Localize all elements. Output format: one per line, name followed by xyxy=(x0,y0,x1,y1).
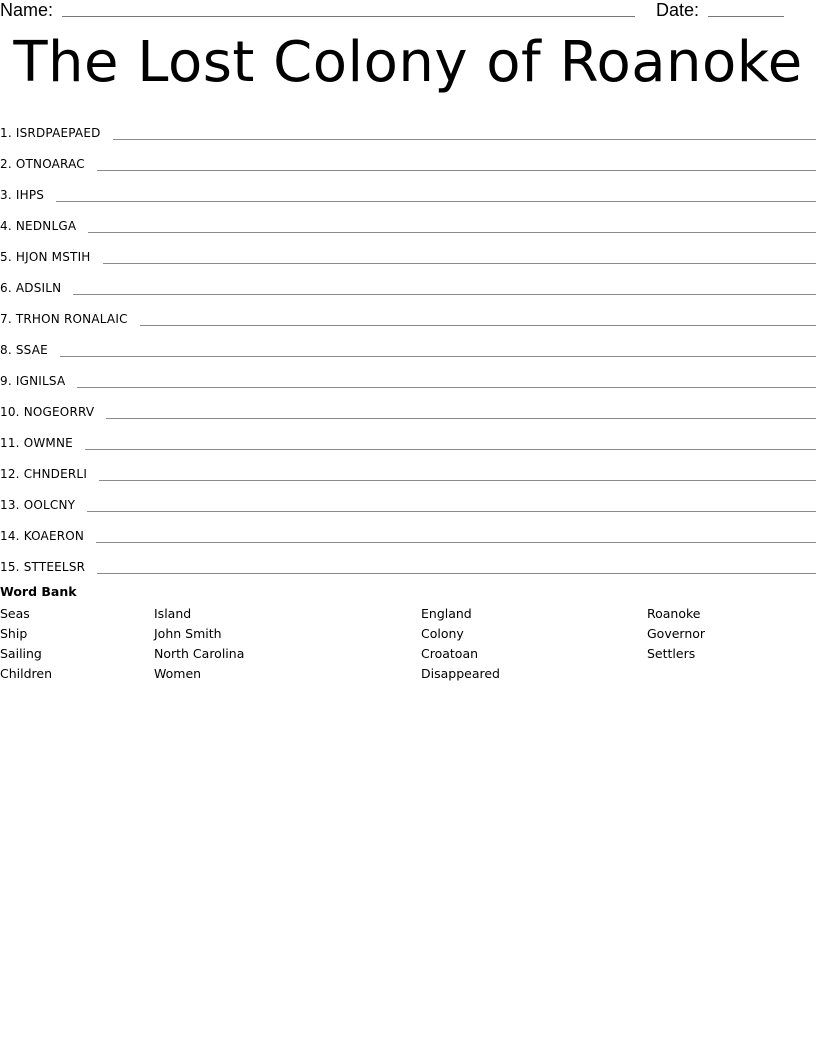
word-bank-column xyxy=(154,604,244,684)
question-text: 8. SSAE xyxy=(0,343,48,357)
question-text: 12. CHNDERLI xyxy=(0,467,88,481)
word-bank-item: Children xyxy=(0,666,53,681)
word-bank-item: John Smith xyxy=(154,626,222,641)
question-text: 1. ISRDPAEPAED xyxy=(0,126,101,140)
answer-line xyxy=(96,542,816,543)
question-row xyxy=(0,360,816,391)
word-bank xyxy=(0,604,816,684)
question-row xyxy=(0,267,816,298)
question-row xyxy=(0,329,816,360)
question-text: 5. HJON MSTIH xyxy=(0,250,91,264)
answer-line xyxy=(56,201,816,202)
answer-line xyxy=(60,356,816,357)
answer-line xyxy=(77,387,816,388)
word-bank-item: Croatoan xyxy=(421,646,479,661)
question-row xyxy=(0,422,816,453)
question-text: 10. NOGEORRV xyxy=(0,405,95,419)
question-text: 3. IHPS xyxy=(0,188,45,202)
question-list xyxy=(0,112,816,577)
word-bank-item: North Carolina xyxy=(154,646,245,661)
question-row xyxy=(0,143,816,174)
word-bank-item: England xyxy=(421,606,472,621)
question-row xyxy=(0,112,816,143)
name-blank-line xyxy=(62,16,635,17)
word-bank-item: Colony xyxy=(421,626,464,641)
question-row xyxy=(0,174,816,205)
word-bank-item: Disappeared xyxy=(421,666,500,681)
question-row xyxy=(0,453,816,484)
question-row xyxy=(0,236,816,267)
answer-line xyxy=(73,294,816,295)
answer-line xyxy=(140,325,816,326)
question-text: 11. OWMNE xyxy=(0,436,73,450)
question-row xyxy=(0,205,816,236)
word-bank-item: Governor xyxy=(647,626,706,641)
question-text: 14. KOAERON xyxy=(0,529,85,543)
question-row xyxy=(0,515,816,546)
question-text: 2. OTNOARAC xyxy=(0,157,85,171)
answer-line xyxy=(85,449,816,450)
word-bank-item: Women xyxy=(154,666,202,681)
date-blank-line xyxy=(708,16,784,17)
date-label: Date: xyxy=(656,0,700,20)
question-row xyxy=(0,391,816,422)
answer-line xyxy=(103,263,816,264)
question-text: 7. TRHON RONALAIC xyxy=(0,312,128,326)
answer-line xyxy=(99,480,816,481)
answer-line xyxy=(87,511,816,512)
answer-line xyxy=(88,232,816,233)
word-bank-item: Ship xyxy=(0,626,28,641)
word-bank-column xyxy=(647,604,705,664)
question-text: 4. NEDNLGA xyxy=(0,219,77,233)
question-text: 9. IGNILSA xyxy=(0,374,66,388)
word-bank-item: Seas xyxy=(0,606,30,621)
word-bank-item: Settlers xyxy=(647,646,696,661)
word-bank-column xyxy=(421,604,500,684)
question-text: 6. ADSILN xyxy=(0,281,62,295)
question-text: 15. STTEELSR xyxy=(0,560,86,574)
answer-line xyxy=(113,139,816,140)
word-bank-item: Island xyxy=(154,606,192,621)
word-bank-item: Roanoke xyxy=(647,606,701,621)
question-row xyxy=(0,484,816,515)
question-row xyxy=(0,298,816,329)
name-date-header xyxy=(0,0,816,22)
answer-line xyxy=(97,573,816,574)
name-label: Name: xyxy=(0,0,54,20)
word-bank-item: Sailing xyxy=(0,646,42,661)
question-row xyxy=(0,546,816,577)
word-bank-title: Word Bank xyxy=(0,584,77,599)
question-text: 13. OOLCNY xyxy=(0,498,76,512)
answer-line xyxy=(106,418,816,419)
worksheet-title: The Lost Colony of Roanoke xyxy=(13,30,803,95)
word-bank-column xyxy=(0,604,52,684)
answer-line xyxy=(97,170,816,171)
